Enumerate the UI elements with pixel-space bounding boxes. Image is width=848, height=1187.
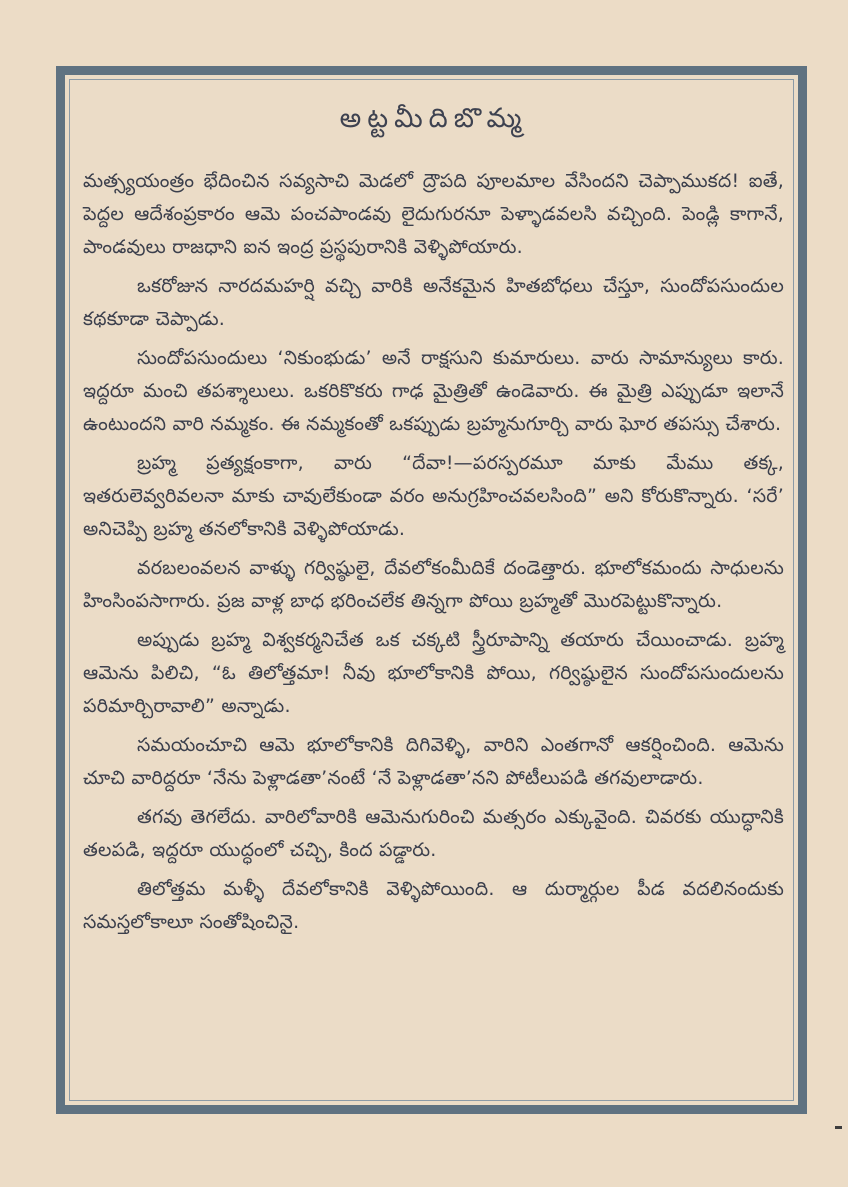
paragraph-8: తగవు తెగలేదు. వారిలోవారికి ఆమెనుగురించి మత్సరం ఎక్కువైంది. చివరకు యుద్ధానికి తలపడి, ఇద్దరూ యుద్ధంలో చచ్చి, కింద పడ్డారు.	[83, 806, 784, 862]
paragraph-7: సమయంచూచి ఆమె భూలోకానికి దిగివెళ్ళి, వారిని ఎంతగానో ఆకర్షించింది. ఆమెను చూచి వారిద్దరూ ‘నేను పెళ్లాడతా’నంటే ‘నే పెళ్లాడతా’నని పోటీలుపడి తగవులాడారు.	[83, 734, 784, 790]
paragraph-9: తిలోత్తమ మళ్ళీ దేవలోకానికి వెళ్ళిపోయింది. ఆ దుర్మార్గుల పీడ వదలినందుకు సమస్తలోకాలూ సంతోషించినై.	[83, 878, 784, 934]
story-content	[83, 103, 784, 945]
paragraph-4: బ్రహ్మ ప్రత్యక్షంకాగా, వారు “దేవా!—పరస్పరమూ మాకు మేము తక్క, ఇతరులెవ్వరివలనా మాకు చావులేకుండా వరం అనుగ్రహించవలసింది” అని కోరుకొన్నారు. ‘సరే’ అనిచెప్పి బ్రహ్మ తనలోకానికి వెళ్ళిపోయాడు.	[83, 452, 784, 541]
paragraph-2: ఒకరోజున నారదమహర్షి వచ్చి వారికి అనేకమైన హితబోధలు చేస్తూ, సుందోపసుందుల కథకూడా చెప్పాడు.	[83, 275, 784, 331]
paragraph-3: సుందోపసుందులు ‘నికుంభుడు’ అనే రాక్షసుని కుమారులు. వారు సామాన్యులు కారు. ఇద్దరూ మంచి తపశ్శాలులు. ఒకరికొకరు గాఢ మైత్రితో ఉండెవారు. ఈ మైత్రి ఎప్పుడూ ఇలానే ఉంటుందని వారి నమ్మకం. ఈ నమ్మకంతో ఒకప్పుడు బ్రహ్మనుగూర్చి వారు ఘోర తపస్సు చేశారు.	[83, 347, 784, 436]
paragraph-1: మత్స్యయంత్రం భేదించిన సవ్యసాచి మెడలో ద్రౌపది పూలమాల వేసిందని చెప్పాముకద! ఐతే, పెద్దల ఆదేశంప్రకారం ఆమె పంచపాండవు లైదుగురనూ పెళ్ళాడవలసి వచ్చింది. పెండ్లి కాగానే, పాండవులు రాజధాని ఐన ఇంద్ర ప్రస్థపురానికి వెళ్ళిపోయారు.	[83, 170, 784, 259]
paragraph-6: అప్పుడు బ్రహ్మ విశ్వకర్మనిచేత ఒక చక్కటి స్త్రీరూపాన్ని తయారు చేయించాడు. బ్రహ్మ ఆమెను పిలిచి, “ఓ తిలోత్తమా! నీవు భూలోకానికి పోయి, గర్విష్ఠులైన సుందోపసుందులను పరిమార్చిరావాలి” అన్నాడు.	[83, 629, 784, 718]
page-border-frame	[56, 66, 807, 1114]
paragraph-5: వరబలంవలన వాళ్ళు గర్విష్ఠులై, దేవలోకంమీదికే దండెత్తారు. భూలోకమందు సాధులను హింసింపసాగారు. ప్రజ వాళ్ల బాధ భరించలేక తిన్నగా పోయి బ్రహ్మతో మొరపెట్టుకొన్నారు.	[83, 557, 784, 613]
page-edge-mark	[835, 1126, 842, 1129]
page-title: అట్టమీదిబొమ్మ	[339, 103, 528, 134]
